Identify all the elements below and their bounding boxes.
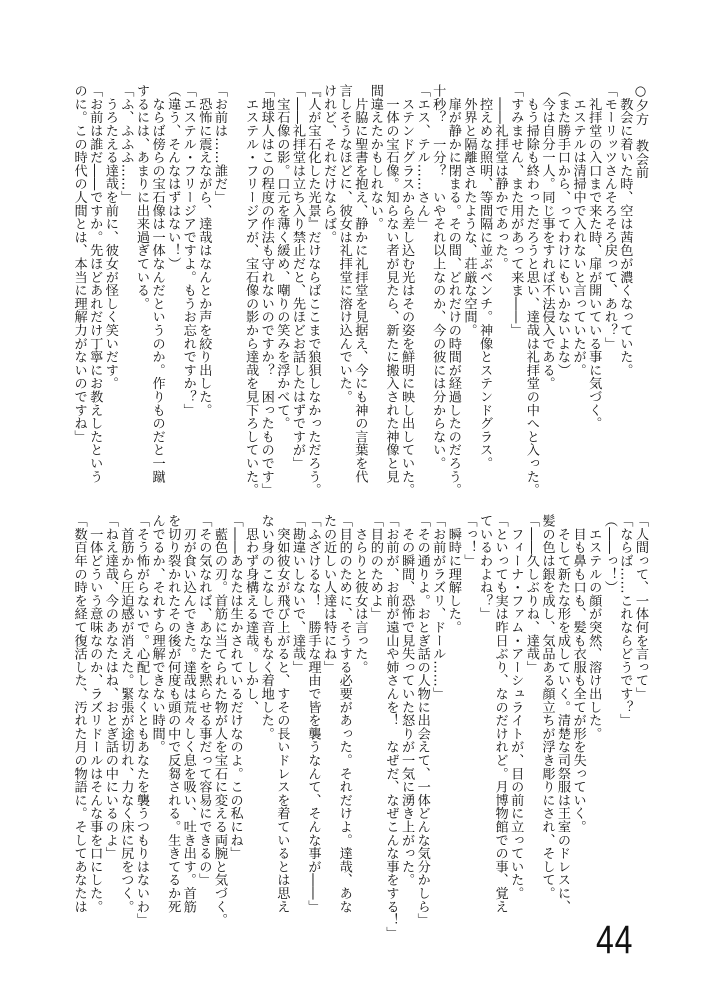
text-line: するには、あまりに出来過ぎている。 xyxy=(134,84,149,311)
text-line: エステルの顔が突然、溶け出した。 xyxy=(586,514,602,741)
page-number: 44 xyxy=(596,918,634,962)
text-line: 「数百年の時を経て復活した、汚れた月の物語に。そしてあなたは xyxy=(71,514,87,913)
text-block-top xyxy=(71,84,648,504)
text-line: エステル・フリージアが、宝石像の影から達哉を見下ろしていた。 xyxy=(243,84,259,497)
text-line: 「といっても実は昨日ぶり、なのだけれど。月博物館での事、覚え xyxy=(492,514,508,913)
text-line: 「ふ、ふふふ……」 xyxy=(118,84,134,204)
text-line: けれど、それだけならば。 xyxy=(321,84,337,244)
text-line: 「お前は……誰だ」 xyxy=(211,84,227,204)
text-line: フィーナ・ファム・アーシュライトが、目の前に立っていた。 xyxy=(508,514,524,900)
text-line: 十秒？ 一分？ いやそれ以上なのか、今の彼には分からない。 xyxy=(430,84,446,470)
text-line: 「人間って、一体何を言って」 xyxy=(633,514,648,701)
text-line xyxy=(227,84,243,504)
text-line: 外界と隔離されたような、荘厳な空間。 xyxy=(461,84,477,337)
text-line: 「ねえ達哉、今のあなたはね、おとぎ話の中にいるのよ」 xyxy=(102,514,118,860)
text-line: を切り裂かれたその後が何度も頭の中で反芻される。生きてるか死 xyxy=(165,514,181,913)
text-line: さらりと彼女は言った。 xyxy=(352,514,368,674)
text-line: 一体の宝石像。知らない者が見たら、新たに搬入された神像と見 xyxy=(383,84,399,483)
text-line: 髪の色は銀を成し、気品ある顔立ちが浮き彫りにされ、そして。 xyxy=(539,514,555,900)
text-line: エステルは清掃中で入れないと言っていたが。 xyxy=(570,84,586,377)
text-line: その瞬間、恐怖で見失っていた怒りが一気に湧き上がった。 xyxy=(399,514,415,887)
text-line: 教会に着いた時、空は茜色が濃くなっていた。 xyxy=(617,84,633,377)
text-line: 間違えたかもしれない。 xyxy=(367,84,383,231)
text-line: 「――あなたは生かされているだけなのよ。この私にね」 xyxy=(227,514,243,860)
text-line: （――っ！） xyxy=(601,514,617,594)
text-line: 首筋から圧迫感が消えた。緊張が途切れ、力なく床に尻をつく。 xyxy=(118,514,134,913)
text-line: 藍色の刃。首筋に当てられた物が人を宝石に変える両腕と気づく。 xyxy=(211,514,227,927)
text-line: ――礼拝堂は静かであった。 xyxy=(492,84,508,271)
text-line: （違う、そんなはずはない！） xyxy=(165,84,181,271)
text-line: のに。この時代の人間とは、本当に理解力がないのですね」 xyxy=(71,84,87,444)
text-line: 扉が静かに閉まる。その間、どれだけの時間が経過したのだろう。 xyxy=(445,84,461,497)
text-line: 「お前がラズリ、ドール……」 xyxy=(430,514,446,701)
text-line: 宝石像の影。口元を薄く緩め、嘲りの笑みを浮かべて。 xyxy=(274,84,290,430)
text-line: 刃が食い込んできた。達哉は荒々しく息を吸い、吐き出す。首筋 xyxy=(180,514,196,913)
text-line: 「すみません、また用があって来ま――」 xyxy=(508,84,524,337)
text-line: 今は自分一人。同じ事をすれば不法侵入である。 xyxy=(539,84,555,390)
text-line: 「ならば……これならどうです？」 xyxy=(617,514,633,727)
text-line: 「――礼拝堂は立ち入り禁止だと、先ほどお話したはずですが」 xyxy=(289,84,305,470)
text-line: 「っ！」 xyxy=(461,514,477,568)
text-line: うろたえる達哉を前に、彼女が怪しく笑いだす。 xyxy=(102,84,118,390)
text-line: 「お前が、お前が遠山や姉さんを！ なぜだ、なぜこんな事をする！」 xyxy=(383,514,399,940)
text-line: 『人が宝石化した光景』だけならばここまで狼狽しなかっただろう。 xyxy=(305,84,321,497)
text-line: 控えめな照明、等間隔に並ぶベンチ。神像とステンドグラス。 xyxy=(477,84,493,470)
text-line: 「地球人はこの程度の作法も守れないのですか？ 困ったものです」 xyxy=(258,84,274,497)
text-line: ステンドグラスから差し込む光はその姿を鮮明に映し出していた。 xyxy=(399,84,415,497)
text-line: 「目的のためよ」 xyxy=(367,514,383,621)
text-line: ○夕方 教会前 xyxy=(633,84,648,179)
text-line: たの近しい人達は特にね」 xyxy=(321,514,337,674)
text-line: もう掃除も終わっただろうと思い、達哉は礼拝堂の中へと入った。 xyxy=(523,84,539,497)
text-line: 「――久しぶりね、達哉」 xyxy=(523,514,539,674)
text-line: んでるか、それすら理解できない時間。 xyxy=(149,514,165,754)
text-line: 瞬時に理解した。 xyxy=(445,514,461,634)
text-line: 「そう怖がらないで。心配しなくともあなたを襲うつもりはないわ」 xyxy=(134,514,149,927)
text-line: 「エス、テル……さん」 xyxy=(414,84,430,231)
text-line: 「勘違いしないで、達哉」 xyxy=(289,514,305,674)
text-line: 礼拝堂の入口まで来た時、扉が開いている事に気づく。 xyxy=(586,84,602,430)
text-line: ならば傍らの宝石像は一体なんだというのか。作りものだと一蹴 xyxy=(149,84,165,483)
text-line: 目も鼻も口も、髪も衣服も全てが形を失っていく。 xyxy=(570,514,586,834)
text-line: そして新たな形を成していく。清楚な司祭服は王室のドレスに、 xyxy=(555,514,571,913)
text-line: （また勝手口から、ってわけにもいかないよな） xyxy=(555,84,571,377)
text-line: 片脇に聖書を抱え、静かに礼拝堂を見据え、今にも神の言葉を代 xyxy=(352,84,368,483)
text-line: 「ふざけるな！ 勝手な理由で皆を襲うなんて、そんな事が――」 xyxy=(305,514,321,913)
text-line: 「目的のために、そうする必要があった。それだけよ。達哉、あな xyxy=(336,514,352,913)
text-line: ているわよね？」 xyxy=(477,514,493,621)
text-line: 「お前は誰だ――ですか。先ほどあれだけ丁寧にお教えしたという xyxy=(87,84,103,483)
text-line: 「モーリッツさんそろそろ戻って、あれ？」 xyxy=(601,84,617,350)
text-line: 「その気なれば、あなたを黙らせる事だって容易にできるの」 xyxy=(196,514,212,887)
text-line: 「エステル・フリージアですよ。もうお忘れですか？」 xyxy=(180,84,196,417)
text-line: ない身のこなしで音もなく着地した。 xyxy=(258,514,274,741)
text-line: 突如彼女が飛び上がると、すその長いドレスを着ているとは思え xyxy=(274,514,290,913)
text-line: 一体どういう意味なのか、ラズリドールはそんな事を口にした。 xyxy=(87,514,103,913)
text-line: 恐怖に震えながら、達哉はなんとか声を絞り出した。 xyxy=(196,84,212,417)
text-line: 「その通りよ。おとぎ話の人物に出会えて、一体どんな気分かしら」 xyxy=(414,514,430,927)
text-line: 思わず身構える達哉。しかし、 xyxy=(243,514,259,714)
text-line: 言しそうなほどに、彼女は礼拝堂に溶け込んでいた。 xyxy=(336,84,352,404)
